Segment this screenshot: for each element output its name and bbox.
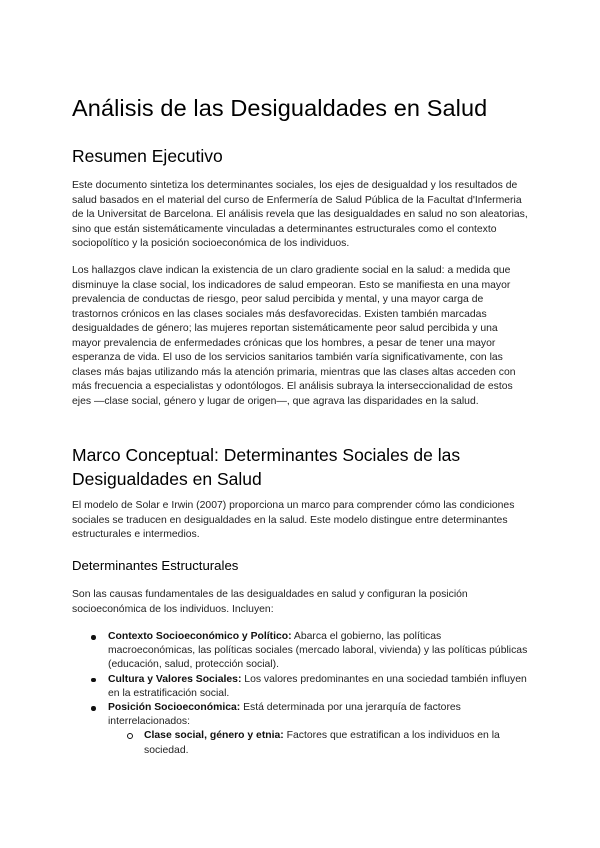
list-item-label: Cultura y Valores Sociales: xyxy=(108,673,242,685)
section-heading-marco: Marco Conceptual: Determinantes Sociales de las Desigualdades en Salud xyxy=(72,445,461,489)
section-heading-resumen: Resumen Ejecutivo xyxy=(72,146,223,166)
estructurales-list xyxy=(72,630,528,758)
sublist-item-text: Factores que estratifican a los individuos en la sociedad. xyxy=(144,730,500,756)
list-item xyxy=(72,673,528,701)
resumen-paragraph-1: Este documento sintetiza los determinantes sociales, los ejes de desigualdad y los resultados de salud basados en el material del curso de Enfermería de Salud Pública de la Facultat d'Infermeria de la Universitat de Barcelona. El análisis revela que las desigualdades en salud no son aleatorias, sino que están sistemáticamente vinculadas a determinantes estructurales como el contexto sociopolítico y la posición socioeconómica de los individuos. xyxy=(72,180,528,249)
posicion-sublist xyxy=(108,729,528,757)
estructurales-intro: Son las causas fundamentales de las desigualdades en salud y configuran la posición socioeconómica de los individuos. Incluyen: xyxy=(72,589,468,615)
resumen-paragraph-2: Los hallazgos clave indican la existencia de un claro gradiente social en la salud: a medida que disminuye la clase social, los indicadores de salud empeoran. Esto se manifiesta en una mayor prevalencia de conductas de riesgo, peor salud percibida y mental, y una mayor carga de trastornos crónicos en las clases sociales más desfavorecidas. Existen también marcadas desigualdades de género; las mujeres reportan sistemáticamente peor salud percibida y una mayor prevalencia de enfermedades crónicas que los hombres, a pesar de tener una mayor esperanza de vida. El uso de los servicios sanitarios también varía significativamente, con las clases más bajas utilizando más la atención primaria, mientras que las clases altas acceden con más frecuencia a especialistas y odontólogos. El análisis subraya la interseccionalidad de estos ejes —clase social, género y lugar de origen—, que agrava las disparidades en la salud. xyxy=(72,265,516,407)
marco-paragraph-1: El modelo de Solar e Irwin (2007) proporciona un marco para comprender cómo las condiciones sociales se traducen en desigualdades en la salud. Este modelo distingue entre determinantes estructurales e intermedios. xyxy=(72,500,515,540)
subsection-heading-estructurales: Determinantes Estructurales xyxy=(72,558,239,573)
list-item-label: Contexto Socioeconómico y Político: xyxy=(108,631,292,642)
list-item xyxy=(72,630,528,673)
list-item xyxy=(72,701,528,758)
list-item-text: Abarca el gobierno, las políticas macroeconómicas, las políticas sociales (mercado laboral, vivienda) y las políticas públicas (educación, salud, protección social). xyxy=(108,631,528,671)
list-item-label: Posición Socioeconómica: xyxy=(108,702,241,714)
sublist-item xyxy=(108,729,528,757)
list-item-text: Está determinada por una jerarquía de factores interrelacionados: xyxy=(108,702,461,728)
document-title: Análisis de las Desigualdades en Salud xyxy=(72,95,488,121)
list-item-text: Los valores predominantes en una sociedad también influyen en la estratificación social. xyxy=(108,673,527,699)
sublist-item-label: Clase social, género y etnia: xyxy=(144,730,284,742)
